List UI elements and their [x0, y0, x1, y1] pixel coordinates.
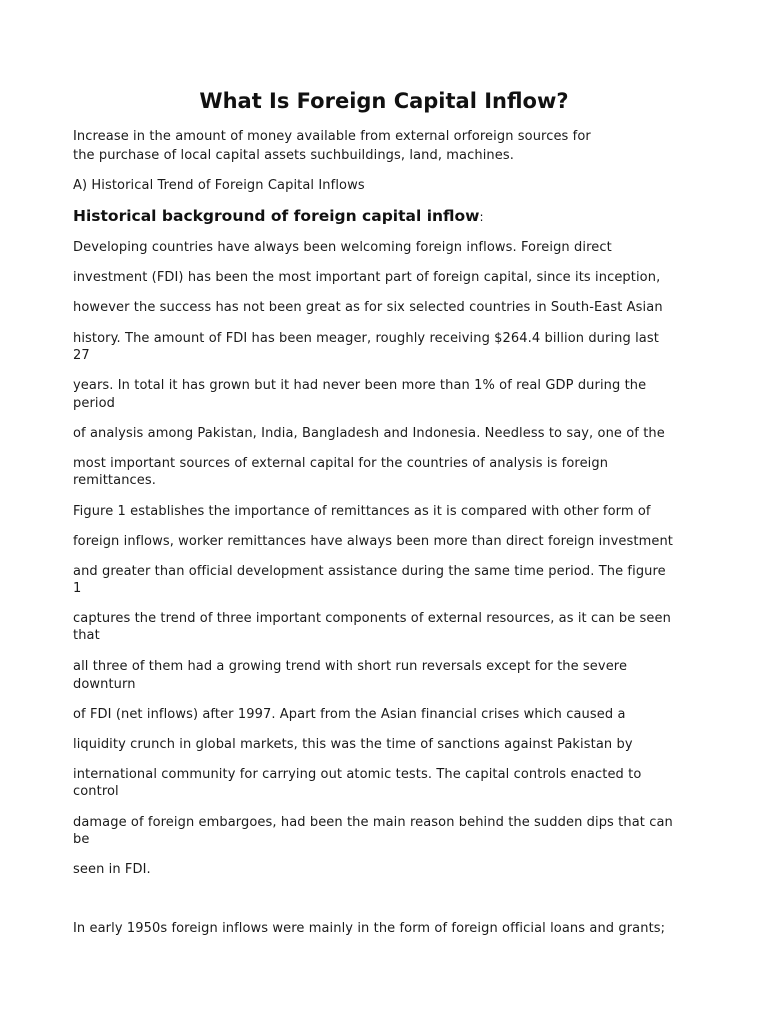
body-line: period — [73, 396, 116, 411]
section-subheading — [73, 206, 484, 227]
section-label: A) Historical Trend of Foreign Capital Inflows — [73, 178, 365, 193]
body-line: control — [73, 784, 119, 799]
body-line: most important sources of external capital for the countries of analysis is foreign — [73, 456, 609, 471]
body-line: 27 — [73, 348, 90, 363]
body-line: foreign inflows, worker remittances have always been more than direct foreign investment — [73, 534, 673, 549]
body-line: all three of them had a growing trend with short run reversals except for the severe — [73, 659, 628, 674]
body-line: remittances. — [73, 473, 156, 488]
body-line: 1 — [73, 581, 82, 596]
page-title: What Is Foreign Capital Inflow? — [199, 89, 569, 113]
body-line: of FDI (net inflows) after 1997. Apart from the Asian financial crises which caused a — [73, 707, 626, 722]
body-line: be — [73, 832, 90, 847]
subheading-text: Historical background of foreign capital inflow — [73, 207, 480, 225]
body-line: Figure 1 establishes the importance of remittances as it is compared with other form of — [73, 504, 651, 519]
body-line: seen in FDI. — [73, 862, 151, 877]
body-line: In early 1950s foreign inflows were mainly in the form of foreign official loans and grants; — [73, 921, 666, 936]
body-line: and greater than official development assistance during the same time period. The figure — [73, 564, 666, 579]
body-line: Developing countries have always been welcoming foreign inflows. Foreign direct — [73, 240, 612, 255]
body-line: that — [73, 628, 100, 643]
intro-line: the purchase of local capital assets suchbuildings, land, machines. — [73, 148, 514, 163]
body-line: years. In total it has grown but it had never been more than 1% of real GDP during the — [73, 378, 647, 393]
body-line: liquidity crunch in global markets, this was the time of sanctions against Pakistan by — [73, 737, 633, 752]
body-line: captures the trend of three important components of external resources, as it can be seen — [73, 611, 671, 626]
body-line: however the success has not been great as for six selected countries in South-East Asian — [73, 300, 663, 315]
subheading-colon: : — [479, 210, 484, 224]
body-line: damage of foreign embargoes, had been the main reason behind the sudden dips that can — [73, 815, 673, 830]
body-line: of analysis among Pakistan, India, Bangladesh and Indonesia. Needless to say, one of the — [73, 426, 665, 441]
body-line: investment (FDI) has been the most important part of foreign capital, since its inception, — [73, 270, 661, 285]
body-line: history. The amount of FDI has been meager, roughly receiving $264.4 billion during last — [73, 331, 659, 346]
body-line: international community for carrying out atomic tests. The capital controls enacted to — [73, 767, 642, 782]
intro-line: Increase in the amount of money available from external orforeign sources for — [73, 129, 591, 144]
body-line: downturn — [73, 677, 136, 692]
